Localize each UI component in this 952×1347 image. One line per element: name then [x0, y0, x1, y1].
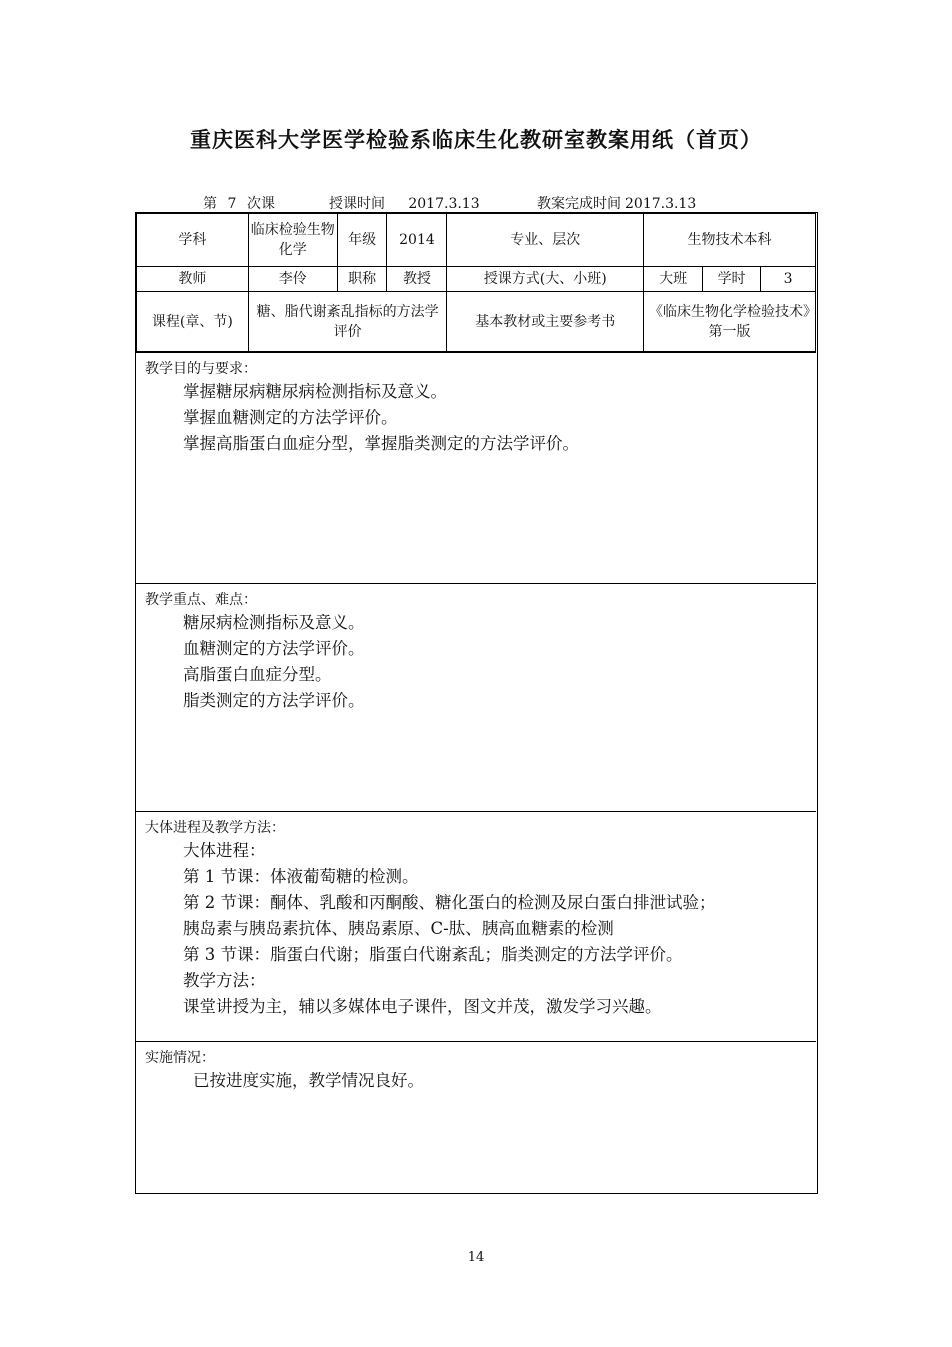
progress-line: 第 1 节课：体液葡萄糖的检测。 — [183, 867, 419, 886]
grade-label: 年级 — [337, 214, 387, 267]
subject-value: 临床检验生物化学 — [248, 214, 337, 267]
keypoints-line: 高脂蛋白血症分型。 — [183, 665, 332, 684]
keypoints-section — [136, 583, 816, 811]
mode-label: 授课方式(大、小班) — [447, 267, 644, 292]
page-number: 14 — [467, 1250, 485, 1265]
header-row-1 — [137, 214, 816, 267]
keypoints-line: 脂类测定的方法学评价。 — [183, 691, 365, 710]
teacher-label: 教师 — [137, 267, 249, 292]
keypoints-line: 糖尿病检测指标及意义。 — [183, 613, 365, 632]
objectives-section — [136, 352, 816, 583]
chapter-label: 课程(章、节) — [137, 292, 249, 352]
done-time-label: 教案完成时间 — [537, 196, 621, 212]
header-row-3 — [137, 292, 816, 352]
page-title: 重庆医科大学医学检验系临床生化教研室教案用纸（首页） — [190, 128, 762, 152]
textbook-value: 《临床生物化学检验技术》第一版 — [644, 292, 816, 352]
progress-line: 教学方法： — [183, 971, 266, 990]
hours-label: 学时 — [703, 267, 761, 292]
keypoints-label: 教学重点、难点： — [145, 592, 257, 608]
lesson-plan-sheet — [135, 212, 818, 1194]
rank-label: 职称 — [337, 267, 387, 292]
progress-line: 第 2 节课：酮体、乳酸和丙酮酸、糖化蛋白的检测及尿白蛋白排泄试验； — [183, 893, 716, 912]
teach-time-label: 授课时间 — [329, 196, 385, 212]
mode-value: 大班 — [644, 267, 703, 292]
major-value: 生物技术本科 — [644, 214, 816, 267]
lesson-suffix: 次课 — [247, 196, 275, 212]
lesson-meta — [203, 193, 767, 213]
implementation-line: 已按进度实施，教学情况良好。 — [193, 1071, 424, 1090]
rank-value: 教授 — [387, 267, 447, 292]
progress-line: 第 3 节课：脂蛋白代谢；脂蛋白代谢紊乱；脂类测定的方法学评价。 — [183, 945, 683, 964]
header-table — [136, 213, 816, 352]
keypoints-line: 血糖测定的方法学评价。 — [183, 639, 365, 658]
objectives-line: 掌握血糖测定的方法学评价。 — [183, 408, 398, 427]
subject-label: 学科 — [137, 214, 249, 267]
progress-line: 课堂讲授为主，辅以多媒体电子课件，图文并茂，激发学习兴趣。 — [183, 997, 662, 1016]
progress-line: 大体进程： — [183, 841, 266, 860]
lesson-prefix: 第 — [203, 196, 217, 212]
teacher-value: 李伶 — [248, 267, 337, 292]
teach-time-value: 2017.3.13 — [385, 196, 503, 213]
major-label: 专业、层次 — [447, 214, 644, 267]
lesson-number: 7 — [217, 196, 247, 213]
hours-value: 3 — [761, 267, 816, 292]
done-time-value: 2017.3.13 — [621, 196, 767, 213]
chapter-value: 糖、脂代谢紊乱指标的方法学评价 — [248, 292, 447, 352]
progress-label: 大体进程及教学方法： — [145, 820, 285, 836]
implementation-section — [136, 1041, 816, 1192]
objectives-line: 掌握高脂蛋白血症分型，掌握脂类测定的方法学评价。 — [183, 434, 579, 453]
header-row-2 — [137, 267, 816, 292]
progress-line: 胰岛素与胰岛素抗体、胰岛素原、C-肽、胰高血糖素的检测 — [183, 919, 614, 938]
textbook-label: 基本教材或主要参考书 — [447, 292, 644, 352]
progress-section — [136, 811, 816, 1041]
objectives-line: 掌握糖尿病糖尿病检测指标及意义。 — [183, 382, 447, 401]
implementation-label: 实施情况： — [145, 1050, 215, 1066]
objectives-label: 教学目的与要求： — [145, 361, 257, 377]
grade-value: 2014 — [387, 214, 447, 267]
